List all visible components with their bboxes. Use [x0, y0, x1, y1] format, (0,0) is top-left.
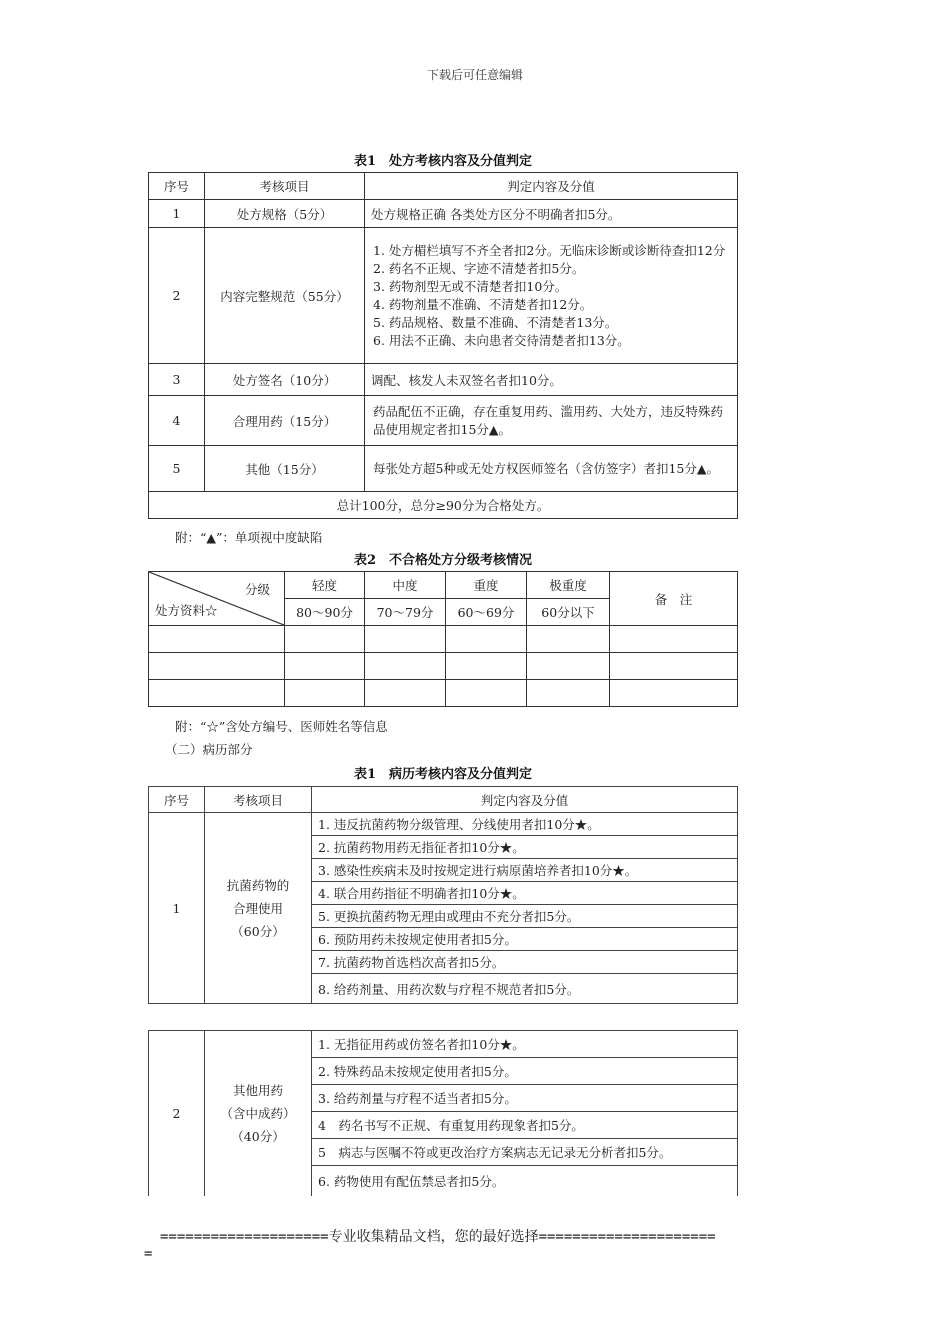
rule-row: 4. 联合用药指征不明确者扣10分★。: [312, 882, 738, 905]
grading-table: [148, 571, 738, 707]
rule-row: 5. 更换抗菌药物无理由或理由不充分者扣5分。: [312, 905, 738, 928]
rule-row: 3. 给药剂量与疗程不适当者扣5分。: [312, 1085, 738, 1112]
group-no: 1: [149, 813, 205, 1004]
item-line: （含中成药）: [220, 1105, 296, 1121]
rule-line: 4. 药物剂量不准确、不清楚者扣12分。: [373, 296, 593, 312]
rule-row: 2. 特殊药品未按规定使用者扣5分。: [312, 1058, 738, 1085]
section-heading: （二）病历部分: [165, 742, 253, 757]
group-no: 2: [149, 1031, 205, 1196]
rule-line: 3. 药物剂型无或不清楚者扣10分。: [373, 278, 568, 294]
row-content: 药品配伍不正确，存在重复用药、滥用药、大处方，违反特殊药品使用规定者扣15分▲。: [365, 396, 738, 446]
rule-row: 1. 无指征用药或仿签名者扣10分★。: [312, 1031, 738, 1058]
rule-row: 1. 违反抗菌药物分级管理、分线使用者扣10分★。: [312, 813, 738, 836]
table2-title: 表2 不合格处方分级考核情况: [353, 553, 533, 568]
row-no: 3: [149, 364, 205, 396]
header-item: 考核项目: [205, 787, 312, 813]
rule-row: 6. 预防用药未按规定使用者扣5分。: [312, 928, 738, 951]
medical-record-table-part1: [148, 786, 738, 1004]
corner-data-label: 处方资料☆: [155, 603, 218, 618]
rule-row: 4 药名书写不正规、有重复用药现象者扣5分。: [312, 1112, 738, 1139]
note-triangle: 附：“▲”：单项视中度缺陷: [175, 530, 323, 545]
empty-row: [149, 626, 738, 653]
row-item: 合理用药（15分）: [205, 396, 365, 446]
item-line: 抗菌药物的: [226, 877, 290, 893]
empty-row: [149, 680, 738, 707]
header-no: 序号: [149, 173, 205, 200]
row-no: 5: [149, 446, 205, 492]
row-content: 处方规格正确 各类处方区分不明确者扣5分。: [365, 200, 738, 228]
item-line: （60分）: [231, 923, 285, 939]
row-no: 1: [149, 200, 205, 228]
level-name: 中度: [365, 572, 446, 599]
note-star: 附：“☆”含处方编号、医师姓名等信息: [175, 719, 388, 734]
row-no: 4: [149, 396, 205, 446]
level-range: 60分以下: [527, 599, 610, 626]
header-no: 序号: [149, 787, 205, 813]
header-item: 考核项目: [205, 173, 365, 200]
row-item: 处方规格（5分）: [205, 200, 365, 228]
row-item: 内容完整规范（55分）: [205, 228, 365, 364]
corner-header: [149, 572, 285, 626]
remark-header: 备 注: [610, 572, 738, 626]
level-range: 80～90分: [285, 599, 365, 626]
rule-line: 1. 处方楣栏填写不齐全者扣2分。无临床诊断或诊断待查扣12分: [373, 242, 726, 258]
page-footer-tail: =: [144, 1246, 153, 1262]
row-no: 2: [149, 228, 205, 364]
row-item: 其他（15分）: [205, 446, 365, 492]
rule-line: 2. 药名不正规、字迹不清楚者扣5分。: [373, 260, 585, 276]
empty-row: [149, 653, 738, 680]
row-content: 调配、核发人未双签名者扣10分。: [365, 364, 738, 396]
item-line: （40分）: [231, 1128, 285, 1144]
table1-total: 总计100分，总分≥90分为合格处方。: [149, 492, 738, 519]
row-item: 处方签名（10分）: [205, 364, 365, 396]
row-content: [365, 228, 738, 364]
page-header: 下载后可任意编辑: [426, 68, 523, 82]
rule-line: 6. 用法不正确、未向患者交待清楚者扣13分。: [373, 332, 630, 348]
rule-row: 7. 抗菌药物首选档次高者扣5分。: [312, 951, 738, 974]
group-item: [205, 813, 312, 1004]
level-name: 极重度: [527, 572, 610, 599]
rule-row: 2. 抗菌药物用药无指征者扣10分★。: [312, 836, 738, 859]
prescription-table: [148, 172, 738, 519]
rule-row: 6. 药物使用有配伍禁忌者扣5分。: [312, 1166, 738, 1196]
rule-row: 8. 给药剂量、用药次数与疗程不规范者扣5分。: [312, 974, 738, 1004]
page-footer: ====================专业收集精品文档，您的最好选择=====================: [160, 1229, 716, 1245]
level-name: 重度: [446, 572, 527, 599]
medical-record-table-part2: [148, 1030, 738, 1196]
rule-row: 5 病志与医嘱不符或更改治疗方案病志无记录无分析者扣5分。: [312, 1139, 738, 1166]
level-range: 60～69分: [446, 599, 527, 626]
level-name: 轻度: [285, 572, 365, 599]
level-range: 70～79分: [365, 599, 446, 626]
header-content: 判定内容及分值: [312, 787, 738, 813]
item-line: 合理使用: [232, 900, 283, 916]
rule-line: 5. 药品规格、数量不准确、不清楚者13分。: [373, 314, 618, 330]
corner-grade-label: 分级: [244, 582, 270, 597]
item-line: 其他用药: [232, 1082, 283, 1098]
table3-title: 表1 病历考核内容及分值判定: [353, 767, 533, 782]
header-content: 判定内容及分值: [365, 173, 738, 200]
group-item: [205, 1031, 312, 1196]
row-content: 每张处方超5种或无处方权医师签名（含仿签字）者扣15分▲。: [365, 446, 738, 492]
rule-row: 3. 感染性疾病未及时按规定进行病原菌培养者扣10分★。: [312, 859, 738, 882]
table1-title: 表1 处方考核内容及分值判定: [353, 154, 533, 169]
